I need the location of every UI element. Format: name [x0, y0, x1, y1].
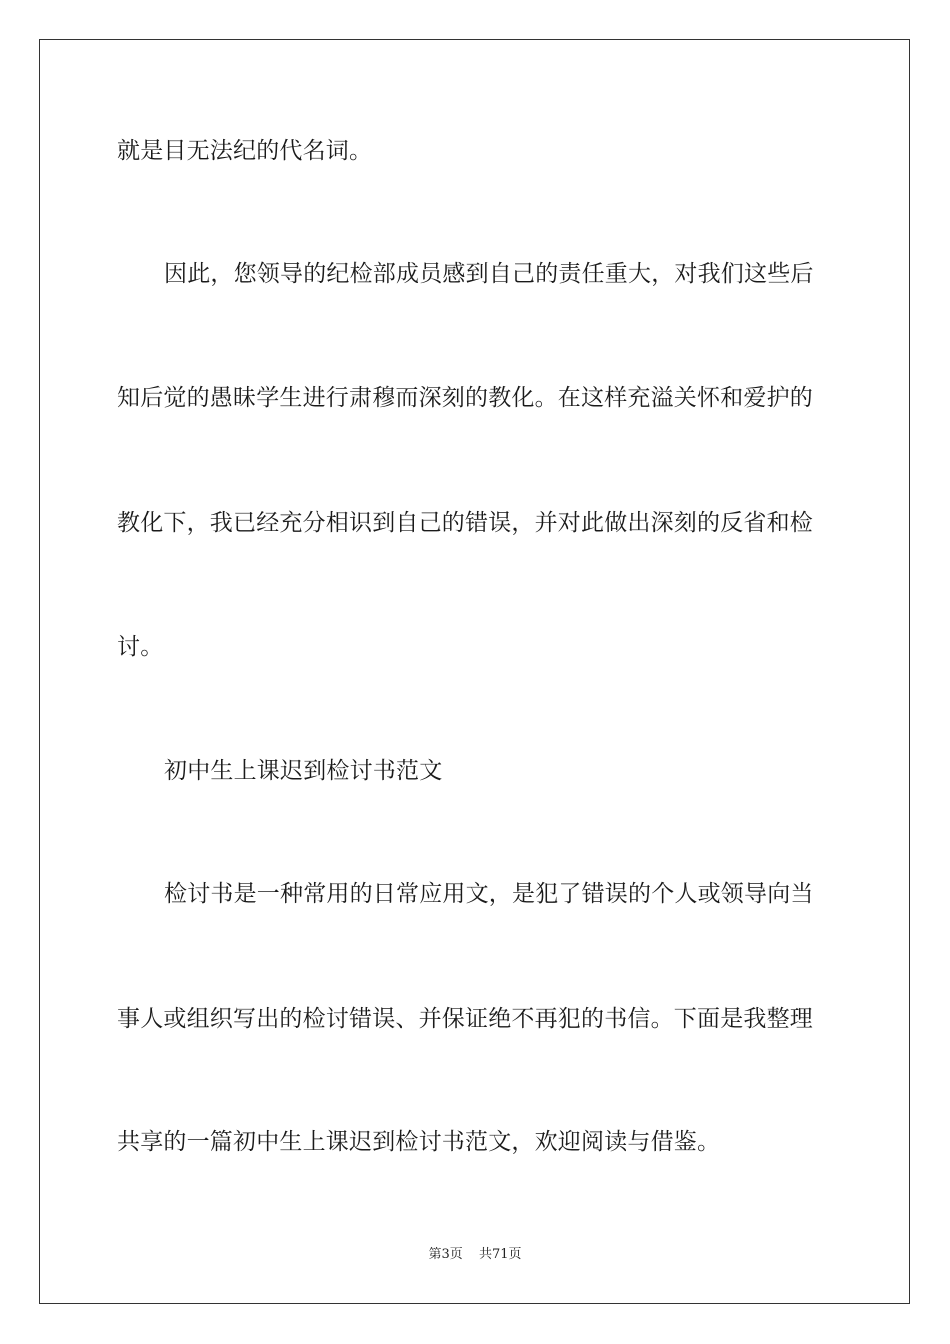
- paragraph-line: 因此，您领导的纪检部成员感到自己的责任重大，对我们这些后: [164, 261, 814, 287]
- page-number: 第3页: [428, 1247, 463, 1262]
- section-heading: 初中生上课迟到检讨书范文: [164, 758, 443, 784]
- page-border: [39, 39, 910, 1304]
- paragraph-line: 共享的一篇初中生上课迟到检讨书范文，欢迎阅读与借鉴。: [117, 1129, 721, 1155]
- paragraph-line: 知后觉的愚昧学生进行肃穆而深刻的教化。在这样充溢关怀和爱护的: [117, 385, 813, 411]
- paragraph-line: 检讨书是一种常用的日常应用文，是犯了错误的个人或领导向当: [164, 881, 814, 907]
- page-footer: [0, 1246, 950, 1264]
- paragraph-line: 教化下，我已经充分相识到自己的错误，并对此做出深刻的反省和检: [117, 510, 813, 536]
- paragraph-line: 事人或组织写出的检讨错误、并保证绝不再犯的书信。下面是我整理: [117, 1006, 813, 1032]
- paragraph-line: 讨。: [117, 634, 164, 660]
- paragraph-line: 就是目无法纪的代名词。: [117, 138, 373, 164]
- page-total: 共71页: [478, 1247, 522, 1262]
